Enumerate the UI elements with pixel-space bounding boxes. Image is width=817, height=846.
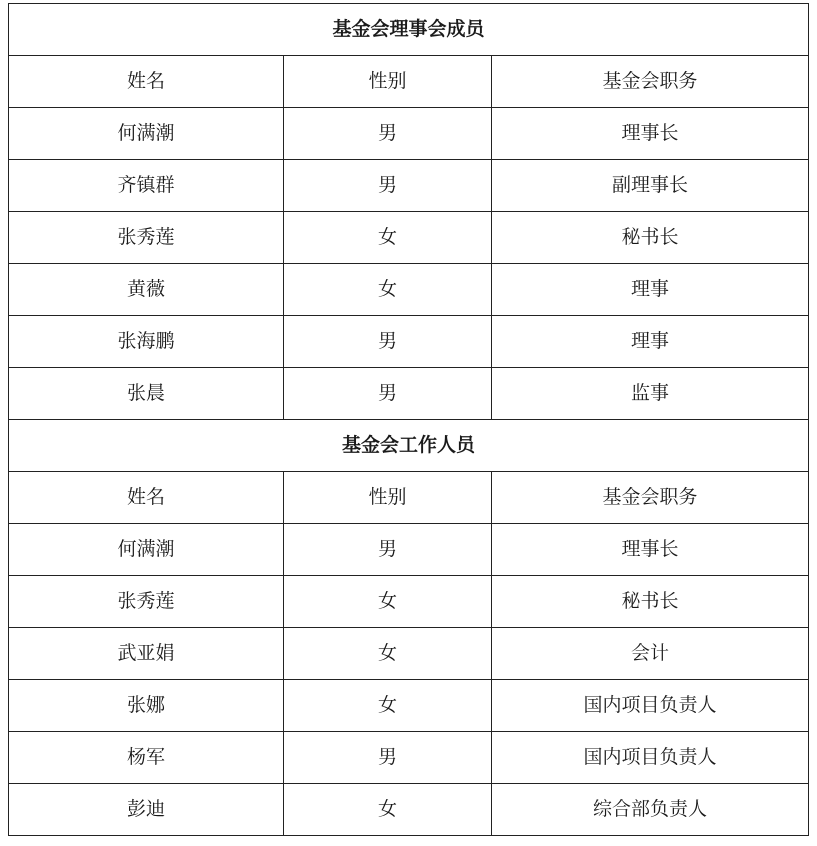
- cell-gender: 男: [284, 316, 492, 368]
- cell-name: 张晨: [9, 368, 284, 420]
- table-row: [9, 108, 809, 160]
- column-header-name: 姓名: [9, 472, 284, 524]
- column-header-row: [9, 472, 809, 524]
- table-body: [9, 4, 809, 836]
- cell-role: 理事长: [492, 108, 809, 160]
- column-header-name: 姓名: [9, 56, 284, 108]
- section-title: 基金会理事会成员: [9, 4, 809, 56]
- cell-name: 何满潮: [9, 108, 284, 160]
- cell-role: 国内项目负责人: [492, 680, 809, 732]
- staff-table: [8, 3, 809, 836]
- cell-name: 张娜: [9, 680, 284, 732]
- cell-role: 监事: [492, 368, 809, 420]
- cell-gender: 女: [284, 212, 492, 264]
- cell-gender: 男: [284, 160, 492, 212]
- cell-name: 彭迪: [9, 784, 284, 836]
- section-title-row: [9, 420, 809, 472]
- cell-name: 张秀莲: [9, 212, 284, 264]
- cell-gender: 女: [284, 680, 492, 732]
- cell-role: 理事长: [492, 524, 809, 576]
- cell-gender: 男: [284, 524, 492, 576]
- cell-gender: 女: [284, 576, 492, 628]
- cell-role: 综合部负责人: [492, 784, 809, 836]
- cell-role: 秘书长: [492, 212, 809, 264]
- cell-name: 张海鹏: [9, 316, 284, 368]
- table-row: [9, 316, 809, 368]
- table-row: [9, 628, 809, 680]
- cell-name: 何满潮: [9, 524, 284, 576]
- cell-role: 会计: [492, 628, 809, 680]
- cell-gender: 女: [284, 784, 492, 836]
- table-row: [9, 576, 809, 628]
- section-title-row: [9, 4, 809, 56]
- column-header-row: [9, 56, 809, 108]
- table-row: [9, 524, 809, 576]
- cell-role: 秘书长: [492, 576, 809, 628]
- table-row: [9, 264, 809, 316]
- cell-gender: 男: [284, 108, 492, 160]
- table-row: [9, 160, 809, 212]
- table-row: [9, 784, 809, 836]
- cell-name: 齐镇群: [9, 160, 284, 212]
- cell-role: 理事: [492, 316, 809, 368]
- cell-role: 国内项目负责人: [492, 732, 809, 784]
- cell-name: 张秀莲: [9, 576, 284, 628]
- column-header-role: 基金会职务: [492, 56, 809, 108]
- cell-role: 副理事长: [492, 160, 809, 212]
- column-header-gender: 性别: [284, 56, 492, 108]
- cell-name: 杨军: [9, 732, 284, 784]
- cell-gender: 女: [284, 264, 492, 316]
- section-title: 基金会工作人员: [9, 420, 809, 472]
- table-row: [9, 212, 809, 264]
- cell-name: 武亚娟: [9, 628, 284, 680]
- cell-gender: 男: [284, 732, 492, 784]
- table-row: [9, 368, 809, 420]
- column-header-gender: 性别: [284, 472, 492, 524]
- cell-gender: 男: [284, 368, 492, 420]
- cell-role: 理事: [492, 264, 809, 316]
- cell-name: 黄薇: [9, 264, 284, 316]
- column-header-role: 基金会职务: [492, 472, 809, 524]
- cell-gender: 女: [284, 628, 492, 680]
- table-row: [9, 680, 809, 732]
- table-row: [9, 732, 809, 784]
